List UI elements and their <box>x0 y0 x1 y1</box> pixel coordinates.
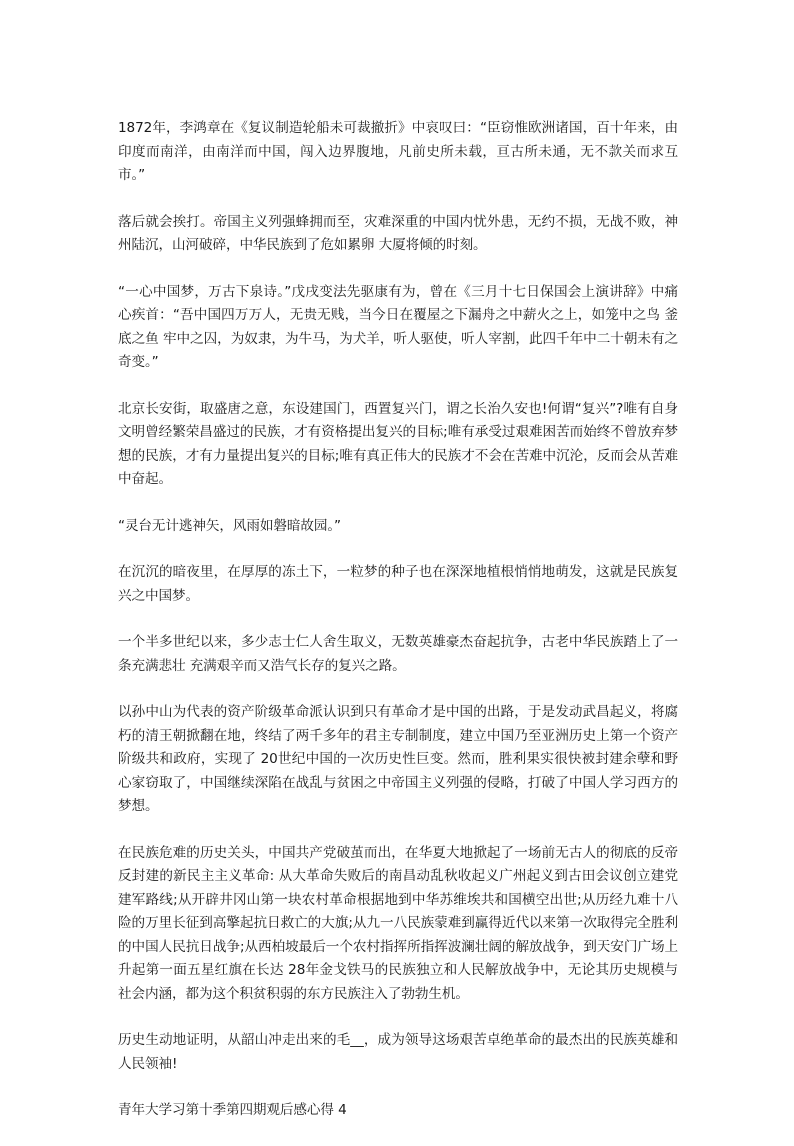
paragraph-2: 落后就会挨打。帝国主义列强蜂拥而至，灾难深重的中国内忧外患，无约不损，无战不败，神州陆沉，山河破碎，中华民族到了危如累卵 大厦将倾的时刻。 <box>118 213 678 253</box>
paragraph-6: 在沉沉的暗夜里，在厚厚的冻土下，一粒梦的种子也在深深地植根悄悄地萌发，这就是民族复兴之中国梦。 <box>118 564 678 604</box>
paragraph-5: “灵台无计逃神矢，风雨如磐暗故园。” <box>118 517 341 534</box>
paragraph-3: “一心中国梦，万古下泉诗。”戊戌变法先驱康有为，曾在《三月十七日保国会上演讲辞》中痛心疾首：“吾中国四万万人，无贵无贱，当今日在覆屋之下漏舟之中薪火之上，如笼中之鸟 釜底之鱼 牢中之囚，为奴隶，为牛马，为犬羊，听人驱使，听人宰割，此四千年中二十朝未有之奇变。” <box>118 283 678 370</box>
paragraph-9: 在民族危难的历史关头，中国共产党破茧而出，在华夏大地掀起了一场前无古人的彻底的反帝反封建的新民主主义革命: 从大革命失败后的南昌动乱秋收起义广州起义到古田会议创立建党建军路线;从开辟井冈山第一块农村革命根据地到中华苏维埃共和国横空出世;从历经九难十八险的万里长征到高擎起抗日救亡的大旗;从九一八民族蒙难到赢得近代以来第一次取得完全胜利的中国人民抗日战争;从西柏坡最后一个农村指挥所指挥波澜壮阔的解放战争，到天安门广场上升起第一面五星红旗在长达 28年金戈铁马的民族独立和人民解放战争中，无论其历史规模与社会内涵，都为这个积贫积弱的东方民族注入了勃勃生机。 <box>118 844 678 1002</box>
section-heading: 青年大学习第十季第四期观后感心得 4 <box>118 1102 347 1118</box>
paragraph-1: 1872年，李鸿章在《复议制造轮船未可裁撤折》中哀叹曰：“臣窃惟欧洲诸国，百十年来，由印度而南洋，由南洋而中国，闯入边界腹地，凡前史所未载，亘古所未通，无不款关而求互市。” <box>118 120 678 183</box>
document-body <box>118 117 678 1146</box>
paragraph-4: 北京长安街，取盛唐之意，东设建国门，西置复兴门，谓之长治久安也!何谓“复兴”?唯有自身文明曾经繁荣昌盛过的民族，才有资格提出复兴的目标;唯有承受过艰难困苦而始终不曾放弃梦想的民族，才有力量提出复兴的目标;唯有真正伟大的民族才不会在苦难中沉沦，反而会从苦难中奋起。 <box>118 400 678 487</box>
paragraph-8: 以孙中山为代表的资产阶级革命派认识到只有革命才是中国的出路，于是发动武昌起义，将腐朽的清王朝掀翻在地，终结了两千多年的君主专制制度，建立中国乃至亚洲历史上第一个资产阶级共和政府，实现了 20世纪中国的一次历史性巨变。然而，胜利果实很快被封建余孽和野心家窃取了，中国继续深陷在战乱与贫困之中帝国主义列强的侵略，打破了中国人学习西方的梦想。 <box>118 704 678 814</box>
paragraph-10: 历史生动地证明，从韶山冲走出来的毛__，成为领导这场艰苦卓绝革命的最杰出的民族英雄和人民领袖! <box>118 1032 678 1072</box>
paragraph-7: 一个半多世纪以来，多少志士仁人舍生取义，无数英雄豪杰奋起抗争，古老中华民族踏上了一条充满悲壮 充满艰辛而又浩气长存的复兴之路。 <box>118 634 678 674</box>
